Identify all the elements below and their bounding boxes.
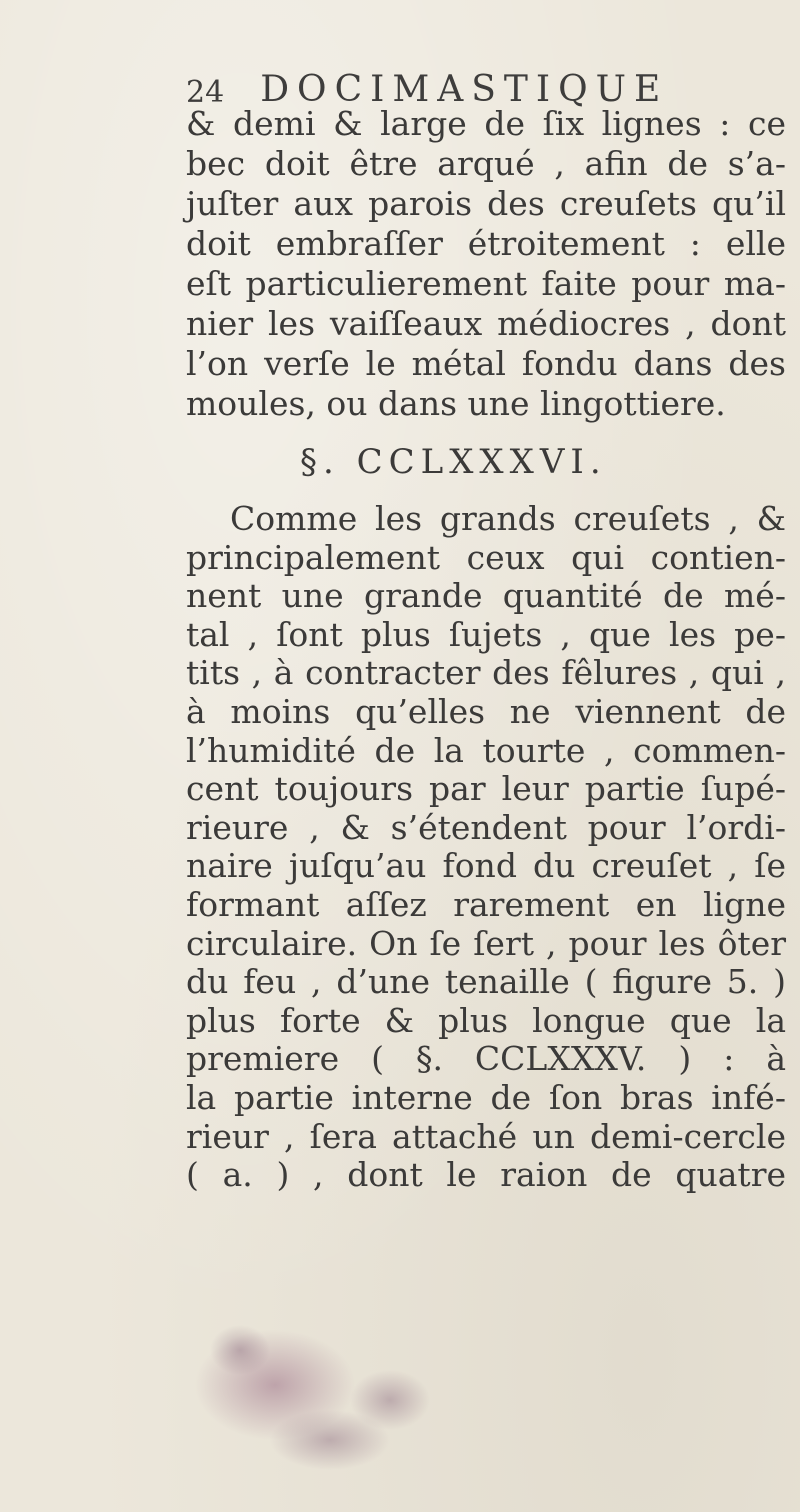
- text-line: du feu , d’une tenaille ( figure 5. ): [186, 962, 786, 1002]
- text-line: premiere ( §. CCLXXXV. ) : à: [186, 1039, 786, 1079]
- text-line: à moins qu’elles ne viennent de: [186, 691, 786, 731]
- text-line: formant aſſez rarement en ligne: [186, 884, 786, 924]
- text-line: moules, ou dans une lingottiere.: [186, 384, 726, 423]
- text-line: la partie interne de ſon bras infé-: [186, 1077, 786, 1117]
- paragraph-continued: [186, 104, 786, 424]
- text-line: rieure , & s’étendent pour l’ordi-: [186, 807, 786, 847]
- page-header: [186, 60, 668, 108]
- text-line: & demi & large de ſix lignes : ce: [186, 104, 786, 143]
- text-line: Comme les grands creuſets , &: [230, 499, 786, 538]
- text-line: nent une grande quantité de mé-: [186, 576, 786, 616]
- text-line: plus forte & plus longue que la: [186, 1000, 786, 1040]
- text-line: ( a. ) , dont le raion de quatre: [186, 1155, 786, 1195]
- text-line: l’humidité de la tourte , commen-: [186, 730, 786, 770]
- page-number: 24: [186, 75, 225, 110]
- text-line: eſt particulierement faite pour ma-: [186, 264, 786, 303]
- text-line: doit embraſſer étroitement : elle: [186, 224, 786, 263]
- text-line: naire juſqu’au fond du creuſet , ſe: [186, 846, 786, 886]
- text-line: circulaire. On ſe ſert , pour les ôter: [186, 923, 786, 963]
- text-line: nier les vaiſſeaux médiocres , dont: [186, 304, 786, 343]
- text-line: rieur , ſera attaché un demi-cercle: [186, 1116, 786, 1156]
- text-line: principalement ceux qui contien-: [186, 537, 786, 577]
- text-line: l’on verſe le métal fondu dans des: [186, 344, 786, 383]
- text-line: tal , ſont plus ſujets , que les pe-: [186, 614, 786, 654]
- text-line: tits , à contracter des fêlures , qui ,: [186, 653, 786, 693]
- section-heading: §. CCLXXXVI.: [300, 442, 607, 482]
- text-line: bec doit être arqué , afin de s’a-: [186, 144, 786, 183]
- paragraph-section-286: [186, 500, 786, 1195]
- text-line: juſter aux parois des creuſets qu’il: [186, 184, 786, 223]
- running-title: DOCIMASTIQUE: [260, 69, 669, 110]
- ink-stain: [180, 1290, 450, 1480]
- text-line: cent toujours par leur partie ſupé-: [186, 769, 786, 809]
